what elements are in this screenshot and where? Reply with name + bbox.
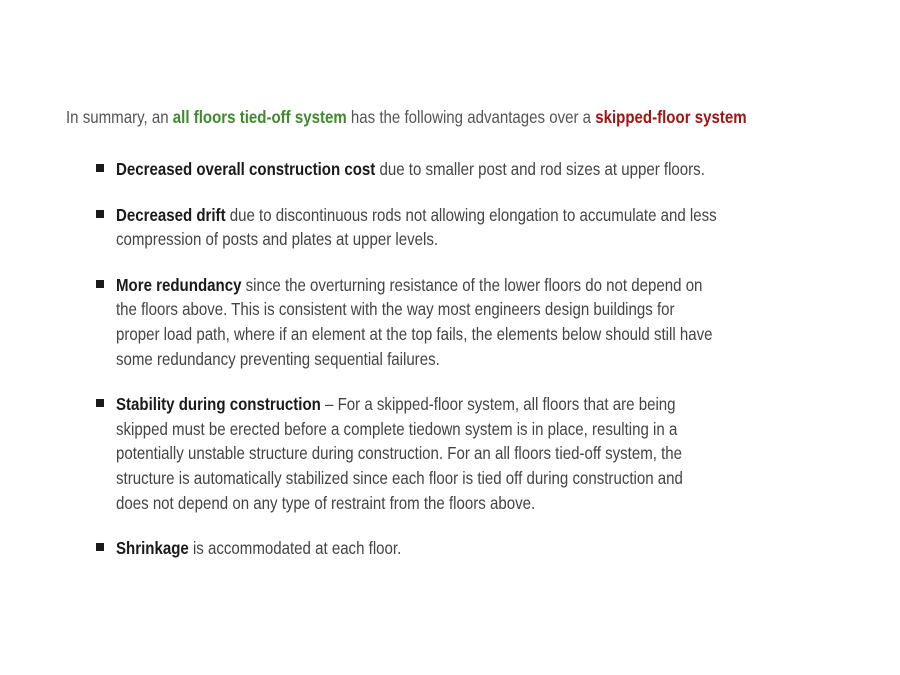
list-item-term: Stability during construction [116,394,321,415]
list-item-text [116,273,795,371]
list-item-line: – For a skipped-floor system, all floors that are being [320,394,676,415]
list-item-text [116,392,795,515]
square-bullet-icon [96,543,104,551]
list-item-term: Decreased drift [116,204,226,225]
intro-clip [0,0,815,140]
square-bullet-icon [96,210,104,218]
list-item-term: Shrinkage [116,538,189,559]
list-item-line: compression of posts and plates at upper levels. [116,229,439,250]
list-item-stability [95,392,795,515]
list-item-shrinkage [95,536,795,561]
list-item-line: is accommodated at each floor. [188,538,402,559]
list-item-line: does not depend on any type of restraint from the floors above. [116,492,536,513]
list-item-line: due to discontinuous rods not allowing elongation to accumulate and less [225,204,717,225]
list-item-drift [95,203,795,252]
list-item-line: the floors above. This is consistent with the way most engineers design buildings for [116,299,675,320]
list-item-redundancy [95,273,795,371]
square-bullet-icon [96,399,104,407]
list-item-line: proper load path, where if an element at the top fails, the elements below should still have [116,323,713,344]
list-item-text [116,157,795,182]
list-item-line: structure is automatically stabilized since each floor is tied off during construction and [116,467,683,488]
list-item-text [116,536,795,561]
list-item-cost [95,157,795,182]
intro-highlight-all-floors: all floors tied-off system [172,107,347,127]
list-item-text [116,203,795,252]
intro-sentence [66,106,814,128]
list-item-line: since the overturning resistance of the lower floors do not depend on [241,274,703,295]
list-item-line: skipped must be erected before a complete tiedown system is in place, resulting in a [116,418,678,439]
list-item-line: potentially unstable structure during construction. For an all floors tied-off system, the [116,443,683,464]
intro-highlight-skipped-floor: skipped-floor system [595,107,747,127]
square-bullet-icon [96,164,104,172]
list-item-term: Decreased overall construction cost [116,159,376,179]
advantages-list [95,157,795,582]
list-item-term: More redundancy [116,274,242,295]
square-bullet-icon [96,280,104,288]
list-item-line: due to smaller post and rod sizes at upper floors. [375,159,705,179]
intro-middle: has the following advantages over a [346,107,596,127]
intro-prefix: In summary, an [66,107,173,127]
list-item-line: some redundancy preventing sequential failures. [116,348,440,369]
